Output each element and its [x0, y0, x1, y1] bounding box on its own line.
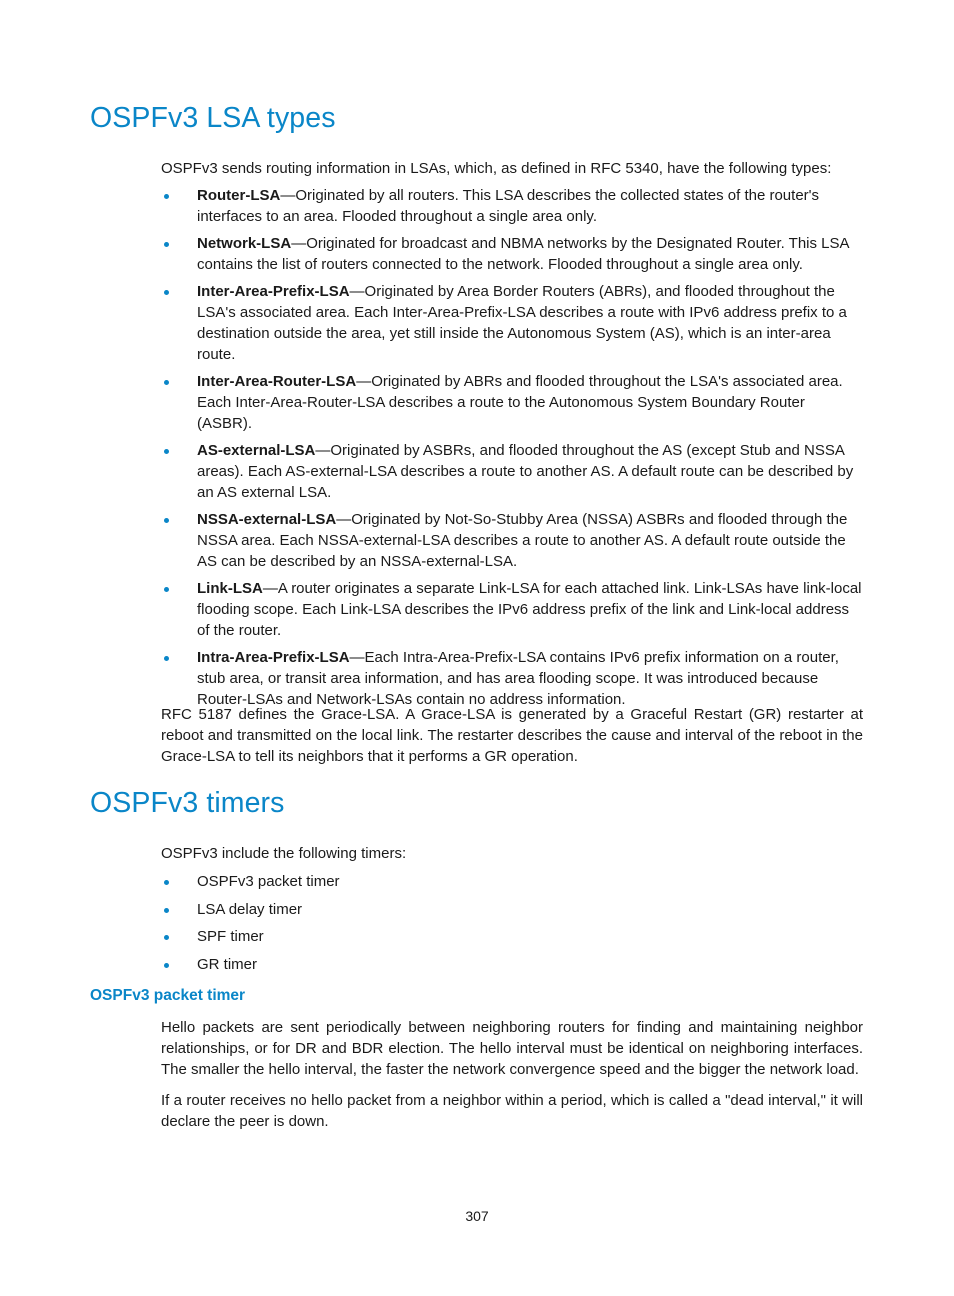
lsa-term: Router-LSA — [197, 187, 281, 204]
dead-interval-paragraph: If a router receives no hello packet from a neighbor within a period, which is called a "dead interval," it will declare the peer is down. — [161, 1092, 863, 1130]
list-item — [161, 233, 863, 275]
lsa-description: —Originated for broadcast and NBMA networks by the Designated Router. This LSA contains the list of routers connected to the network. Flooded throughout a single area only. — [197, 235, 849, 273]
list-item — [161, 899, 863, 920]
list-item — [161, 871, 863, 892]
bullet-icon — [164, 380, 169, 385]
lsa-term: Inter-Area-Router-LSA — [197, 373, 357, 390]
lsa-term: Intra-Area-Prefix-LSA — [197, 649, 350, 666]
bullet-icon — [164, 194, 169, 199]
section-title-lsa-types: OSPFv3 LSA types — [90, 102, 336, 134]
timers-intro: OSPFv3 include the following timers: — [161, 845, 407, 862]
bullet-icon — [164, 963, 169, 968]
lsa-term: Inter-Area-Prefix-LSA — [197, 283, 350, 300]
lsa-term: Network-LSA — [197, 235, 292, 252]
page-number: 307 — [465, 1208, 489, 1224]
bullet-icon — [164, 290, 169, 295]
hello-packets-paragraph: Hello packets are sent periodically between neighboring routers for finding and maintaining neighbor relationships, or for DR and BDR election. The hello interval must be identical on neighboring interfaces. The smaller the hello interval, the faster the network convergence speed and the bigger the network load. — [161, 1019, 863, 1078]
list-item — [161, 281, 863, 365]
timer-name: SPF timer — [197, 928, 264, 945]
timer-name: OSPFv3 packet timer — [197, 873, 340, 890]
bullet-icon — [164, 656, 169, 661]
timer-list — [161, 871, 863, 981]
grace-lsa-paragraph: RFC 5187 defines the Grace-LSA. A Grace-LSA is generated by a Graceful Restart (GR) restarter at reboot and transmitted on the local link. The restarter describes the cause and interval of the reboot in the Grace-LSA to tell its neighbors that it performs a GR operation. — [161, 706, 863, 765]
timer-name: LSA delay timer — [197, 900, 303, 918]
lsa-description: —Originated by ASBRs, and flooded throughout the AS (except Stub and NSSA areas). Each AS-external-LSA describes a route to another AS. A default route can be described by an AS external LSA. — [197, 442, 854, 501]
lsa-description: —Originated by Area Border Routers (ABRs), and flooded throughout the LSA's associated area. Each Inter-Area-Prefix-LSA describes a route with IPv6 address prefix to a destination outside the area, yet still inside the Autonomous System (AS), which is an inter-area route. — [197, 283, 847, 363]
bullet-icon — [164, 518, 169, 523]
list-item — [161, 185, 863, 227]
list-item — [161, 926, 863, 947]
section-title-timers: OSPFv3 timers — [90, 787, 285, 819]
lsa-description: —Originated by Not-So-Stubby Area (NSSA) ASBRs and flooded through the NSSA area. Each NSSA-external-LSA describes a route to another AS. A default route outside the AS can be described by an NSSA-external-LSA. — [197, 511, 848, 570]
bullet-icon — [164, 242, 169, 247]
subsection-title-packet-timer: OSPFv3 packet timer — [90, 987, 246, 1004]
list-item — [161, 371, 863, 434]
bullet-icon — [164, 880, 169, 885]
lsa-intro: OSPFv3 sends routing information in LSAs, which, as defined in RFC 5340, have the following types: — [161, 160, 832, 177]
lsa-description: —Each Intra-Area-Prefix-LSA contains IPv6 prefix information on a router, stub area, or transit area information, and has area flooding scope. It was introduced because Router-LSAs and Network-LSAs contain no address information. — [197, 649, 839, 708]
list-item — [161, 578, 863, 641]
list-item — [161, 509, 863, 572]
bullet-icon — [164, 449, 169, 454]
timer-name: GR timer — [197, 955, 257, 973]
bullet-icon — [164, 908, 169, 913]
bullet-icon — [164, 935, 169, 940]
lsa-description: —Originated by ABRs and flooded throughout the LSA's associated area. Each Inter-Area-Router-LSA describes a route to the Autonomous System Boundary Router (ASBR). — [197, 373, 843, 432]
lsa-term: AS-external-LSA — [197, 442, 316, 459]
list-item — [161, 954, 863, 975]
lsa-term: NSSA-external-LSA — [197, 511, 337, 528]
lsa-term: Link-LSA — [197, 580, 263, 597]
list-item — [161, 647, 863, 710]
bullet-icon — [164, 587, 169, 592]
lsa-type-list — [161, 185, 863, 716]
list-item — [161, 440, 863, 503]
lsa-description: —Originated by all routers. This LSA describes the collected states of the router's interfaces to an area. Flooded throughout a single area only. — [197, 187, 820, 225]
lsa-description: —A router originates a separate Link-LSA for each attached link. Link-LSAs have link-local flooding scope. Each Link-LSA describes the IPv6 address prefix of the link and Link-local address of the router. — [197, 580, 862, 639]
